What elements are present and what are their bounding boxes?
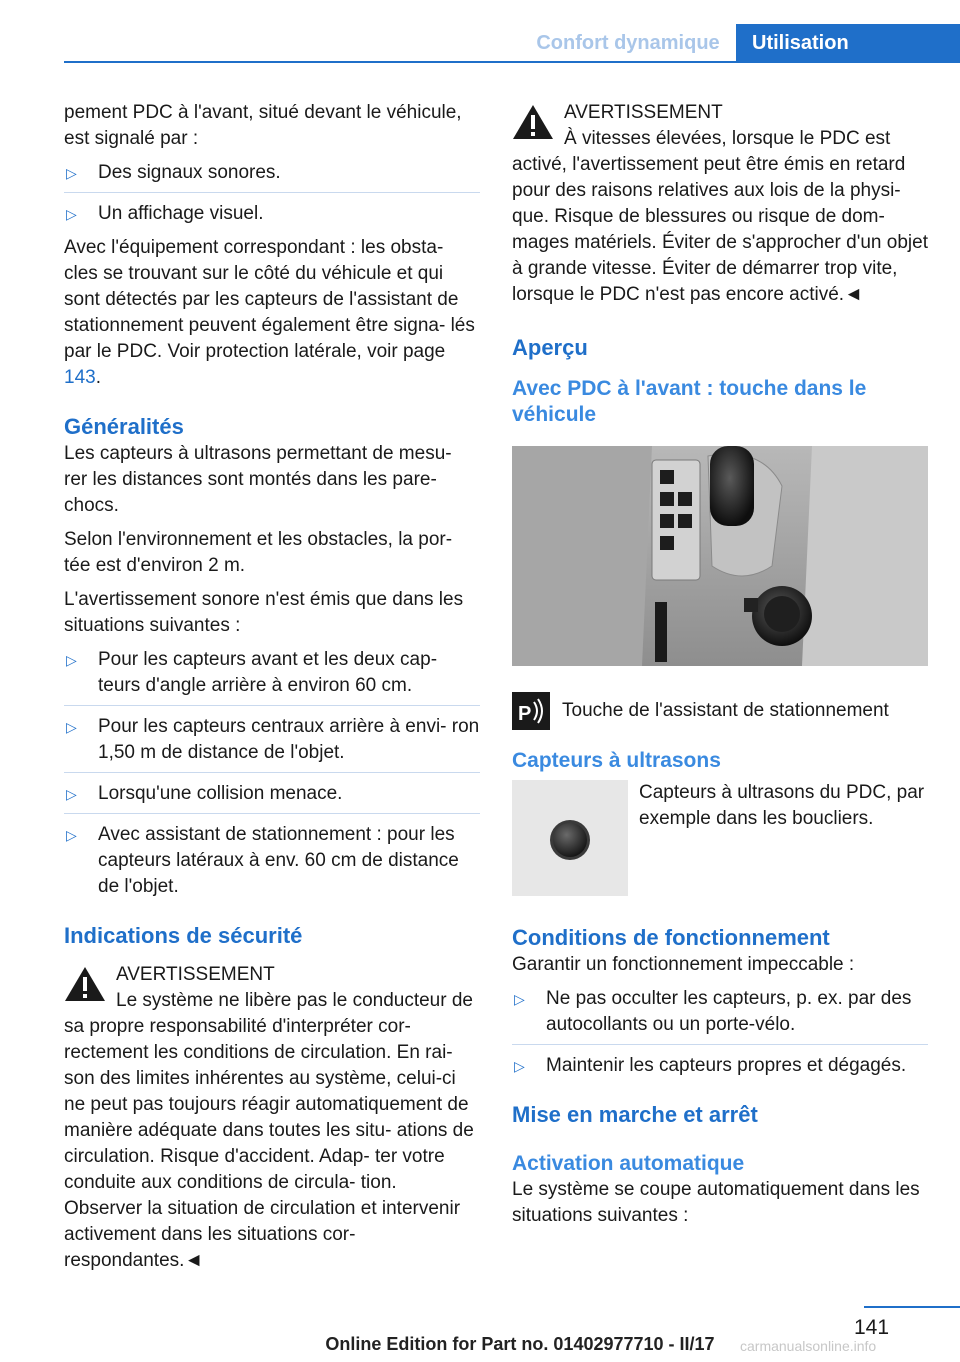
generalites-paragraph-1: Les capteurs à ultrasons permettant de mesu- rer les distances sont montés dans les pare- chocs. <box>64 443 452 516</box>
sensor-row <box>512 780 928 896</box>
conditions-intro: Garantir un fonctionnement impeccable : <box>512 954 855 975</box>
warning-icon <box>512 104 554 140</box>
bullet-icon: ▷ <box>66 652 77 668</box>
button-caption-text: Touche de l'assistant de stationnement <box>562 700 889 721</box>
list-item: ▷ Pour les capteurs centraux arrière à envi- ron 1,50 m de distance de l'objet. <box>64 714 480 773</box>
bullet-icon: ▷ <box>66 206 77 222</box>
center-console-photo <box>512 446 928 666</box>
safety-heading: Indications de sécurité <box>64 923 303 948</box>
list-item: ▷ Maintenir les capteurs propres et dégagés. <box>512 1053 928 1079</box>
svg-text:P: P <box>518 703 532 725</box>
bullet-icon: ▷ <box>66 165 77 181</box>
bullet-icon: ▷ <box>514 991 525 1007</box>
warning-box <box>512 100 928 308</box>
generalites-paragraph-3: L'avertissement sonore n'est émis que dans les situations suivantes : <box>64 589 464 636</box>
signals-list <box>64 160 480 227</box>
edition-note: Online Edition for Part no. 01402977710 - II/17 <box>325 1334 715 1354</box>
footer-rule <box>864 1306 960 1308</box>
auto-heading: Activation automatique <box>512 1152 745 1175</box>
auto-text: Le système se coupe automatiquement dans les situations suivantes : <box>512 1179 920 1226</box>
list-item: ▷ Pour les capteurs avant et les deux cap- teurs d'angle arrière à environ 60 cm. <box>64 647 480 706</box>
page-number: 141 <box>854 1316 890 1339</box>
watermark: carmanualsonline.info <box>740 1338 877 1354</box>
button-heading: Avec PDC à l'avant : touche dans le véhicule <box>512 377 867 426</box>
onoff-heading: Mise en marche et arrêt <box>512 1102 758 1127</box>
bullet-icon: ▷ <box>66 719 77 735</box>
list-item: ▷ Lorsqu'une collision menace. <box>64 781 480 814</box>
warning-title: AVERTISSEMENT <box>564 102 723 123</box>
sensors-heading: Capteurs à ultrasons <box>512 749 721 772</box>
warning-box <box>64 962 480 1274</box>
warning-icon <box>64 966 106 1002</box>
generalites-paragraph-2: Selon l'environnement et les obstacles, la por- tée est d'environ 2 m. <box>64 529 453 576</box>
bullet-icon: ▷ <box>66 786 77 802</box>
conditions-heading: Conditions de fonctionnement <box>512 925 830 950</box>
equipment-paragraph: Avec l'équipement correspondant : les obsta- cles se trouvant sur le côté du véhicule et qui sont détectés par les capteurs de l'assistant de stationnement peuvent également être signa- lés par le PDC. Voir protection latérale, voir page 143. <box>64 237 475 388</box>
bullet-icon: ▷ <box>514 1058 525 1074</box>
bullet-icon: ▷ <box>66 827 77 843</box>
page-header <box>0 0 960 64</box>
left-column <box>64 100 480 1274</box>
apercu-heading: Aperçu <box>512 335 588 360</box>
parking-assist-icon <box>512 692 550 730</box>
section-tab[interactable]: Confort dynamique <box>536 32 720 54</box>
list-item: ▷ Avec assistant de stationnement : pour les capteurs latéraux à env. 60 cm de distance de l'objet. <box>66 824 459 897</box>
ultrasonic-sensor-image <box>512 780 628 896</box>
page-link[interactable]: 143 <box>64 367 96 388</box>
conditions-list <box>512 986 928 1079</box>
warning-title: AVERTISSEMENT <box>116 964 275 985</box>
warning-text: Le système ne libère pas le conducteur de sa propre responsabilité d'interpréter cor- rectement les conditions de circulation. En rai- son des limites inhérentes au système, celui-ci ne peut pas toujours réagir automatiquement de manière adéquate dans toutes les situ- ations de circulation. Risque d'accident. Adap- ter votre conduite aux conditions de circula- tion. Observer la situation de circulation et intervenir activement dans les situations cor- respondantes.◄ <box>64 990 474 1271</box>
list-item: ▷ Un affichage visuel. <box>64 201 480 227</box>
list-item: ▷ Ne pas occulter les capteurs, p. ex. par des autocollants ou un porte-vélo. <box>512 986 928 1045</box>
intro-paragraph: pement PDC à l'avant, situé devant le véhicule, est signalé par : <box>64 102 462 149</box>
header-rule <box>64 61 960 63</box>
sensors-text: Capteurs à ultrasons du PDC, par exemple dans les boucliers. <box>639 782 925 829</box>
generalites-heading: Généralités <box>64 414 184 439</box>
situations-list <box>64 647 480 900</box>
warning-text: À vitesses élevées, lorsque le PDC est activé, l'avertissement peut être émis en retard pour des raisons relatives aux lois de la physi- que. Risque de blessures ou risque de dom- mages matériels. Éviter de s'approcher d'un objet à grande vitesse. Éviter de démarrer trop vite, lorsque le PDC n'est pas encore activé.◄ <box>512 128 928 305</box>
right-column <box>512 100 928 1237</box>
button-caption <box>512 692 928 730</box>
chapter-tab[interactable]: Utilisation <box>736 24 960 63</box>
list-item: ▷ Des signaux sonores. <box>64 160 480 193</box>
